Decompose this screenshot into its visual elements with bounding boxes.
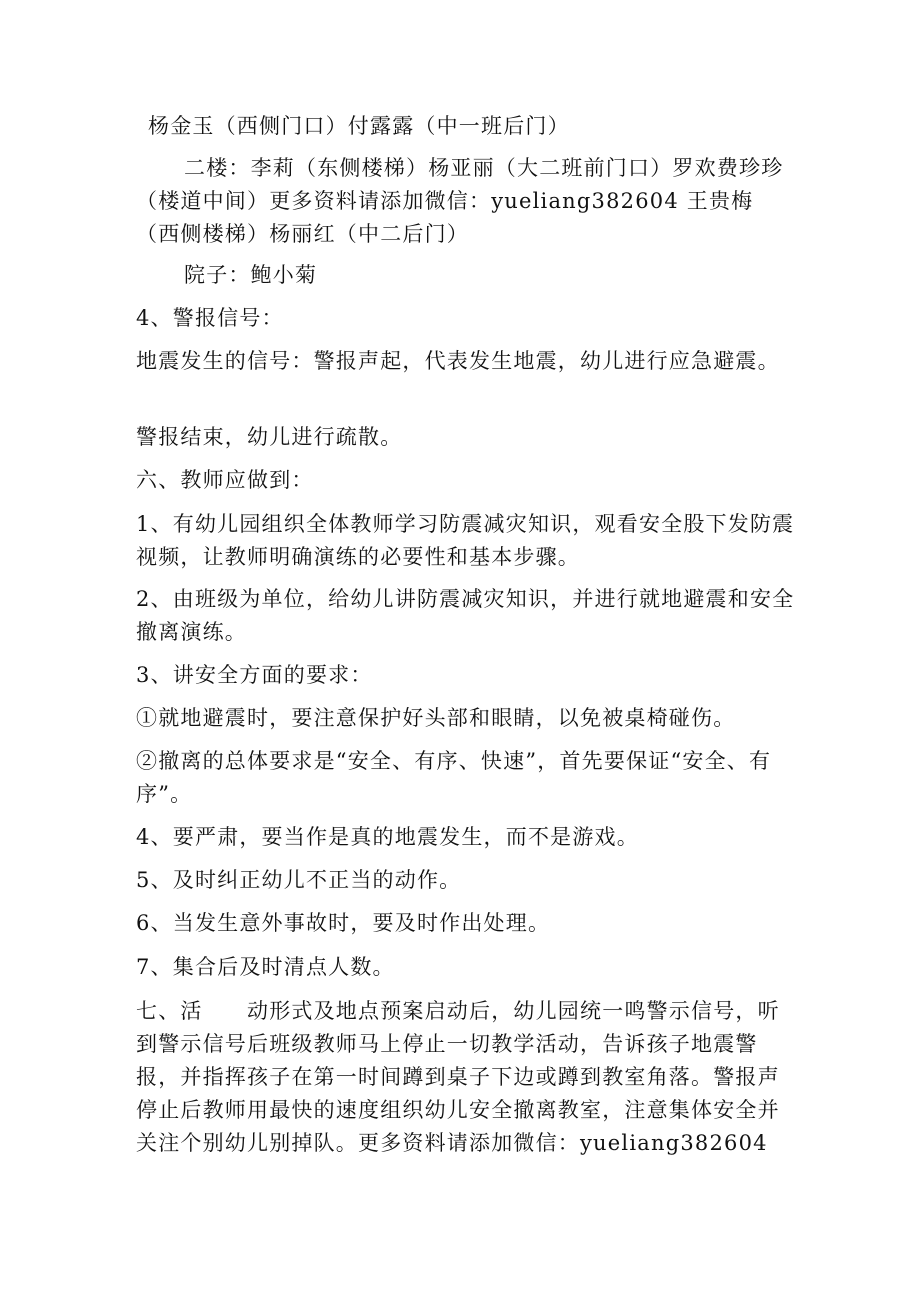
list-item-7: 7、集合后及时清点人数。 xyxy=(136,955,395,979)
paragraph-earthquake-signal: 地震发生的信号：警报声起，代表发生地震，幼儿进行应急避震。 xyxy=(136,349,780,373)
paragraph-staff-west-door: 杨金玉（西侧门口）付露露（中一班后门） xyxy=(148,114,570,138)
list-item-5: 5、及时纠正幼儿不正当的动作。 xyxy=(136,868,462,892)
paragraph-second-floor: 二楼：李莉（东侧楼梯）杨亚丽（大二班前门口）罗欢费珍珍（楼道中间）更多资料请添加微信：yueliang382604 王贵梅（西侧楼梯）杨丽红（中二后门） xyxy=(136,156,784,246)
paragraph-alarm-end: 警报结束，幼儿进行疏散。 xyxy=(136,425,403,449)
list-item-3b: ②撤离的总体要求是“安全、有序、快速”，首先要保证“安全、有序”。 xyxy=(136,749,772,806)
list-item-1: 1、有幼儿园组织全体教师学习防震减灾知识，观看安全股下发防震视频，让教师明确演练的必要性和基本步骤。 xyxy=(136,512,795,569)
list-item-6: 6、当发生意外事故时，要及时作出处理。 xyxy=(136,911,551,935)
paragraph-yard: 院子：鲍小菊 xyxy=(184,263,318,287)
list-item-3: 3、讲安全方面的要求： xyxy=(136,663,373,687)
list-item-4: 4、要严肃，要当作是真的地震发生，而不是游戏。 xyxy=(136,825,639,849)
heading-teacher-duties: 六、教师应做到： xyxy=(136,468,314,492)
list-item-2: 2、由班级为单位，给幼儿讲防震减灾知识，并进行就地避震和安全撤离演练。 xyxy=(136,587,795,644)
paragraph-activity-form: 七、活 动形式及地点预案启动后，幼儿园统一鸣警示信号，听到警示信号后班级教师马上停止一切教学活动，告诉孩子地震警报，并指挥孩子在第一时间蹲到桌子下边或蹲到教室角落。警报声停止后教师用最快的速度组织幼儿安全撤离教室，注意集体安全并关注个别幼儿别掉队。更多资料请添加微信：yueliang382604 xyxy=(136,999,780,1155)
heading-alarm-signal: 4、警报信号： xyxy=(136,306,284,330)
list-item-3a: ①就地避震时，要注意保护好头部和眼睛，以免被桌椅碰伤。 xyxy=(136,706,736,730)
